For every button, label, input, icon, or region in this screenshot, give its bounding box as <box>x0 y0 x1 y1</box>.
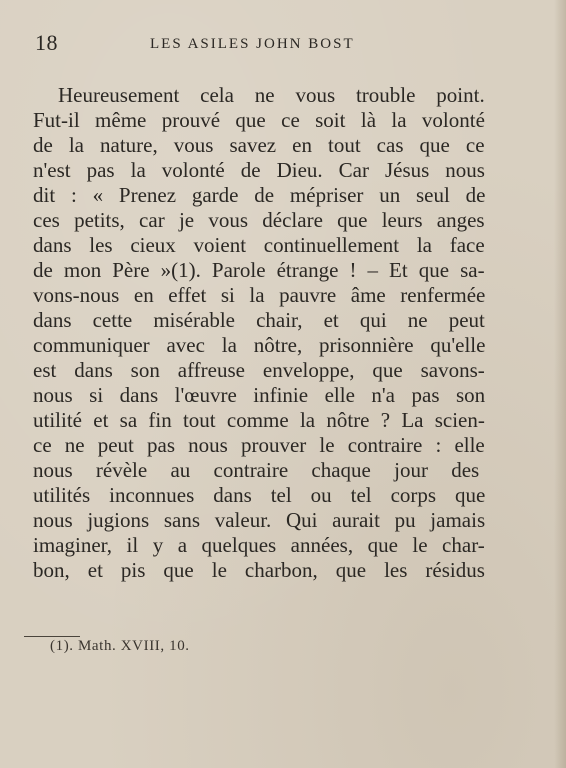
text-line: nous si dans l'œuvre infinie elle n'a pas son <box>33 383 486 407</box>
text-line: est dans son affreuse enveloppe, que savons- <box>33 358 485 382</box>
page-number: 18 <box>35 30 58 55</box>
text-line: Heureusement cela ne vous trouble point. <box>58 83 485 107</box>
footnote-rule <box>24 636 80 637</box>
text-line: de la nature, vous savez en tout cas que ce <box>33 133 485 157</box>
text-line: n'est pas la volonté de Dieu. Car Jésus nous <box>33 158 485 182</box>
footnote: (1). Math. XVIII, 10. <box>50 638 190 654</box>
text-line: ce ne peut pas nous prouver le contraire : elle <box>33 433 485 457</box>
text-line: utilités inconnues dans tel ou tel corps que <box>33 483 486 507</box>
text-line: imaginer, il y a quelques années, que le char- <box>33 533 485 557</box>
text-line: bon, et pis que le charbon, que les résidus <box>33 558 485 582</box>
text-line: Fut-il même prouvé que ce soit là la volonté <box>33 108 485 132</box>
text-line: dans cette misérable chair, et qui ne peut <box>33 308 485 332</box>
text-line: vons-nous en effet si la pauvre âme renfermée <box>33 283 486 307</box>
text-line: ces petits, car je vous déclare que leurs anges <box>33 208 485 232</box>
text-line: communiquer avec la nôtre, prisonnière qu'elle <box>33 333 486 357</box>
text-line: dans les cieux voient continuellement la face <box>33 233 485 257</box>
page-edge-shadow <box>554 0 566 768</box>
text-line: nous révèle au contraire chaque jour des <box>33 458 480 482</box>
running-head: LES ASILES JOHN BOST <box>150 36 355 52</box>
text-line: utilité et sa fin tout comme la nôtre ? La scien- <box>33 408 485 432</box>
text-line: de mon Père »(1). Parole étrange ! – Et que sa- <box>33 258 485 282</box>
text-line: dit : « Prenez garde de mépriser un seul de <box>33 183 486 207</box>
text-line: nous jugions sans valeur. Qui aurait pu jamais <box>33 508 486 532</box>
